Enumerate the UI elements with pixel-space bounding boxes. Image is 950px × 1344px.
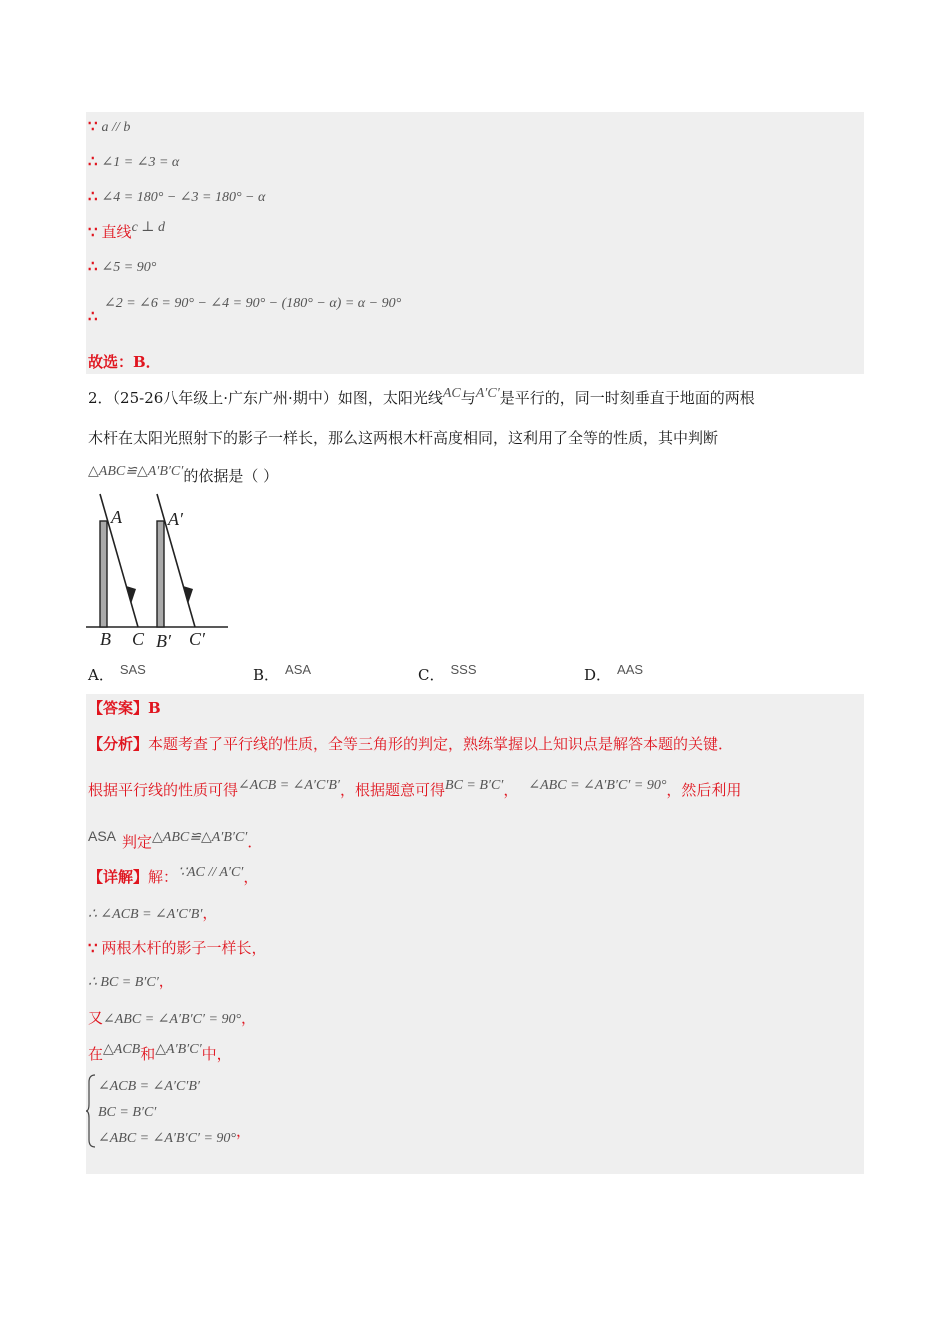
math-expr: ∠4 = 180° − ∠3 = 180° − α — [101, 190, 266, 205]
choice-line: 故选：B． — [88, 353, 161, 371]
question-line-3 — [88, 466, 278, 488]
math-expr: ∠ABC = ∠A′B′C′ = 90° — [103, 1012, 242, 1027]
step-text: 直线 — [101, 223, 132, 241]
option-value: ASA — [285, 662, 312, 677]
label-A-prime: A′ — [168, 509, 183, 529]
poles-figure — [86, 492, 236, 652]
step-line — [88, 256, 156, 278]
option-c[interactable]: C． SSS — [418, 662, 477, 684]
therefore-symbol: ∴ — [88, 187, 98, 205]
system-brace — [86, 1074, 96, 1148]
system-line — [98, 1075, 200, 1097]
math-expr: ∠ABC = ∠A′B′C′ = 90° — [98, 1131, 237, 1146]
option-d[interactable]: D． AAS — [584, 662, 644, 684]
analysis-label: 【分析】 — [88, 735, 149, 753]
therefore-symbol: ∴ — [88, 152, 98, 170]
label-C: C — [132, 629, 145, 649]
step-line — [88, 292, 401, 314]
math-expr: BC = B′C′ — [98, 1105, 157, 1120]
math-expr: ∴ BC = B′C′ — [88, 975, 159, 990]
detail-label: 【详解】 — [88, 868, 149, 886]
question-text: 如图，太阳光线 — [337, 389, 443, 407]
because-symbol: ∵ — [88, 117, 98, 135]
math-expr: △ABC≌△A′B′C′ — [88, 464, 184, 479]
question-line-1 — [88, 388, 755, 410]
math-expr: ∠ACB = ∠A′C′B′ — [238, 778, 340, 793]
math-expr: A′C′ — [475, 386, 500, 401]
math-expr: ∠ACB = ∠A′C′B′ — [98, 1079, 200, 1094]
because-symbol: ∵ — [88, 223, 98, 241]
detail-line-3: ∴ BC = B′C′， — [88, 972, 174, 990]
step-line — [88, 306, 102, 326]
detail-line-2: ∵ 两根木杆的影子一样长， — [88, 939, 267, 957]
option-value: SAS — [119, 662, 146, 677]
math-expr: c ⊥ d — [131, 220, 165, 235]
math-expr: ∠ABC = ∠A′B′C′ = 90° — [528, 778, 667, 793]
step-line — [88, 222, 165, 244]
math-expr: a // b — [101, 120, 131, 135]
step-line — [88, 151, 179, 173]
analysis-line-1 — [88, 734, 733, 754]
solution-panel-top — [86, 112, 864, 374]
question-line-2: 木杆在太阳光照射下的影子一样长，那么这两根木杆高度相同，这利用了全等的性质，其中判断 — [88, 429, 719, 447]
question-source: （25-26八年级上·广东广州·期中） — [112, 389, 338, 407]
math-expr: ∵AC // A′C′ — [178, 865, 244, 880]
math-expr: ∠1 = ∠3 = α — [101, 155, 180, 170]
arrow-right — [183, 586, 193, 604]
detail-line-1: ∴ ∠ACB = ∠A′C′B′， — [88, 904, 218, 922]
math-expr: ∴ ∠ACB = ∠A′C′B′ — [88, 907, 203, 922]
detail-line-5: 在△ACB和△A′B′C′中， — [88, 1042, 232, 1063]
option-value: AAS — [617, 662, 644, 677]
math-expr: AC — [442, 386, 461, 401]
because-symbol: ∵ — [88, 939, 98, 957]
label-A: A — [111, 507, 122, 527]
option-value: SSS — [450, 662, 477, 677]
analysis-line-2: 根据平行线的性质可得∠ACB = ∠A′C′B′，根据题意可得BC = B′C′， ∠ABC = ∠A′B′C′ = 90°，然后利用 — [88, 778, 742, 799]
analysis-line-3: ASA 判定△ABC≌△A′B′C′． — [88, 828, 263, 851]
pole-left — [100, 521, 107, 627]
math-expr: △ACB — [103, 1042, 141, 1057]
label-B: B — [100, 629, 111, 649]
math-expr: BC = B′C′ — [445, 778, 504, 793]
option-a[interactable]: A． SAS — [88, 662, 146, 684]
math-expr: △ABC≌△A′B′C′ — [152, 830, 248, 845]
option-b[interactable]: B． ASA — [253, 662, 312, 684]
analysis-text: 本题考查了平行线的性质，全等三角形的判定，熟练掌握以上知识点是解答本题的关键． — [148, 735, 734, 753]
arrow-left — [126, 586, 136, 604]
detail-line-4: 又∠ABC = ∠A′B′C′ = 90°， — [88, 1009, 257, 1027]
question-number: 2． — [88, 389, 113, 407]
question-text: 与 — [460, 389, 476, 407]
math-expr: ∠5 = 90° — [101, 260, 157, 275]
detail-line-0: 【详解】解：∵AC // A′C′， — [88, 865, 259, 886]
math-expr: △A′B′C′ — [155, 1042, 202, 1057]
therefore-symbol: ∴ — [88, 257, 98, 275]
answer-label: 【答案】B — [88, 699, 161, 717]
system-line — [98, 1101, 156, 1123]
step-line — [88, 186, 265, 208]
math-expr: ∠2 = ∠6 = 90° − ∠4 = 90° − (180° − α) = α − 90° — [104, 296, 402, 311]
label-B-prime: B′ — [156, 631, 171, 651]
question-text: 是平行的，同一时刻垂直于地面的两根 — [499, 389, 755, 407]
question-text: 的依据是（ ） — [183, 467, 279, 485]
therefore-symbol: ∴ — [88, 307, 98, 325]
pole-right — [157, 521, 164, 627]
math-expr: ASA — [88, 828, 117, 844]
label-C-prime: C′ — [189, 629, 205, 649]
answer-panel — [86, 694, 864, 1174]
system-line: ∠ABC = ∠A′B′C′ = 90°， — [98, 1122, 252, 1146]
step-line — [88, 116, 130, 138]
